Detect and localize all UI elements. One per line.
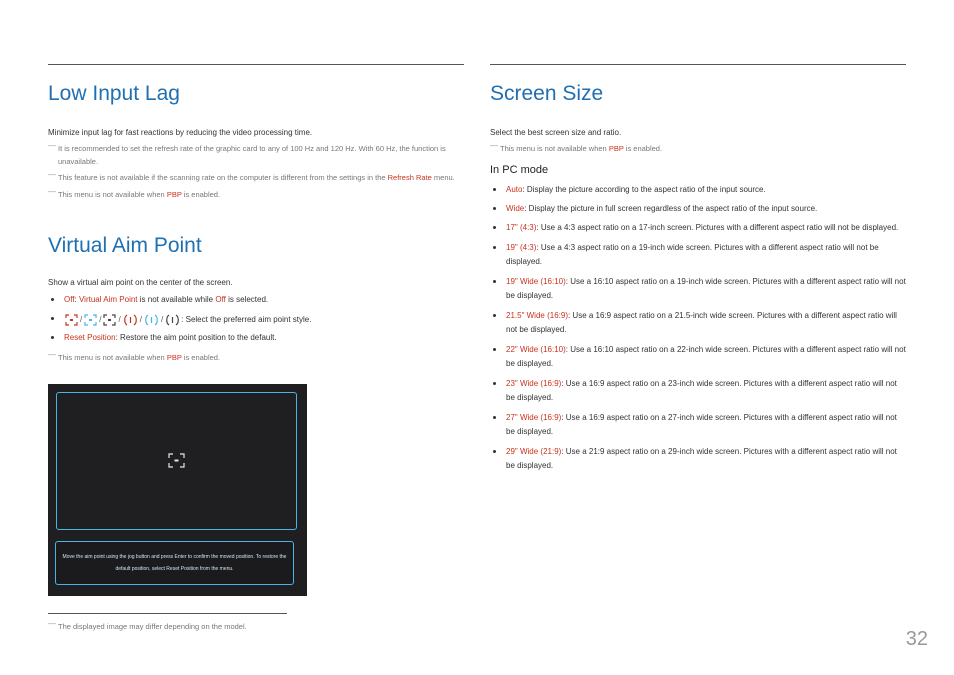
aim-point-icon xyxy=(168,453,185,468)
list-item: Off: Virtual Aim Point is not available while Off is selected. xyxy=(48,293,464,307)
list-item: 19" Wide (16:10): Use a 16:10 aspect ratio on a 19-inch wide screen. Pictures with a different aspect ratio will not be displayed. xyxy=(490,275,906,303)
left-column xyxy=(48,64,464,572)
list-item: 27" Wide (16:9): Use a 16:9 aspect ratio on a 27-inch wide screen. Pictures with a different aspect ratio will not be displayed. xyxy=(490,411,906,439)
aim-style-1-icon xyxy=(65,314,78,326)
virtual-aim-point-title: Virtual Aim Point xyxy=(48,234,202,257)
aim-style-2-icon xyxy=(84,314,97,326)
list-item: Reset Position: Restore the aim point position to the default. xyxy=(48,331,464,345)
screen-size-options xyxy=(490,183,906,473)
aim-point-options xyxy=(48,293,464,345)
list-item: 17" (4:3): Use a 4:3 aspect ratio on a 17-inch screen. Pictures with a different aspect ratio will not be displayed. xyxy=(490,221,906,235)
virtual-aim-point-intro: Show a virtual aim point on the center of the screen. xyxy=(48,278,233,287)
osd-message: Move the aim point using the jog button and press Enter to confirm the moved position. To restore the default position, select Reset Position from the menu. xyxy=(55,541,294,585)
note-refresh-rate: — It is recommended to set the refresh rate of the graphic card to any of 100 Hz and 120 Hz. With 60 Hz, the function is unavailable. xyxy=(48,142,464,168)
footnote-rule xyxy=(48,613,287,614)
refresh-rate-link: Refresh Rate xyxy=(387,173,432,182)
low-input-lag-title: Low Input Lag xyxy=(48,82,180,105)
note-scanning-rate: — This feature is not available if the scanning rate on the computer is different from the settings in the Refresh Rate menu. xyxy=(48,171,464,184)
footnote: — The displayed image may differ depending on the model. xyxy=(48,620,358,633)
list-item: 21.5" Wide (16:9): Use a 16:9 aspect ratio on a 21.5-inch wide screen. Pictures with a different aspect ratio will not be displayed. xyxy=(490,309,906,337)
aim-style-4-icon xyxy=(123,314,138,326)
page-number: 32 xyxy=(905,628,928,650)
pc-mode-subhead: In PC mode xyxy=(490,164,549,176)
list-item: Auto: Display the picture according to the aspect ratio of the input source. xyxy=(490,183,906,197)
section-rule xyxy=(48,64,464,65)
aim-point-screenshot xyxy=(48,384,307,596)
low-input-lag-intro: Minimize input lag for fast reactions by reducing the video processing time. xyxy=(48,128,313,137)
monitor-screen xyxy=(56,392,297,530)
list-item: 22" Wide (16:10): Use a 16:10 aspect ratio on a 22-inch wide screen. Pictures with a different aspect ratio will not be displayed. xyxy=(490,343,906,371)
list-item: 29" Wide (21:9): Use a 21:9 aspect ratio on a 29-inch wide screen. Pictures with a different aspect ratio will not be displayed. xyxy=(490,445,906,473)
aim-style-3-icon xyxy=(103,314,116,326)
note-pbp: — This menu is not available when PBP is enabled. xyxy=(490,142,906,155)
section-rule xyxy=(490,64,906,65)
list-item: / / / / / : Select the preferred aim point style. xyxy=(48,312,464,328)
list-item: 19" (4:3): Use a 4:3 aspect ratio on a 19-inch wide screen. Pictures with a different aspect ratio will not be displayed. xyxy=(490,241,906,269)
aim-style-6-icon xyxy=(165,314,180,326)
list-item: Wide: Display the picture in full screen regardless of the aspect ratio of the input source. xyxy=(490,202,906,216)
list-item: 23" Wide (16:9): Use a 16:9 aspect ratio on a 23-inch wide screen. Pictures with a different aspect ratio will not be displayed. xyxy=(490,377,906,405)
right-column xyxy=(490,64,906,479)
note-pbp: — This menu is not available when PBP is enabled. xyxy=(48,351,464,364)
aim-style-5-icon xyxy=(144,314,159,326)
screen-size-intro: Select the best screen size and ratio. xyxy=(490,128,622,137)
note-pbp: — This menu is not available when PBP is enabled. xyxy=(48,188,464,201)
screen-size-title: Screen Size xyxy=(490,82,604,105)
